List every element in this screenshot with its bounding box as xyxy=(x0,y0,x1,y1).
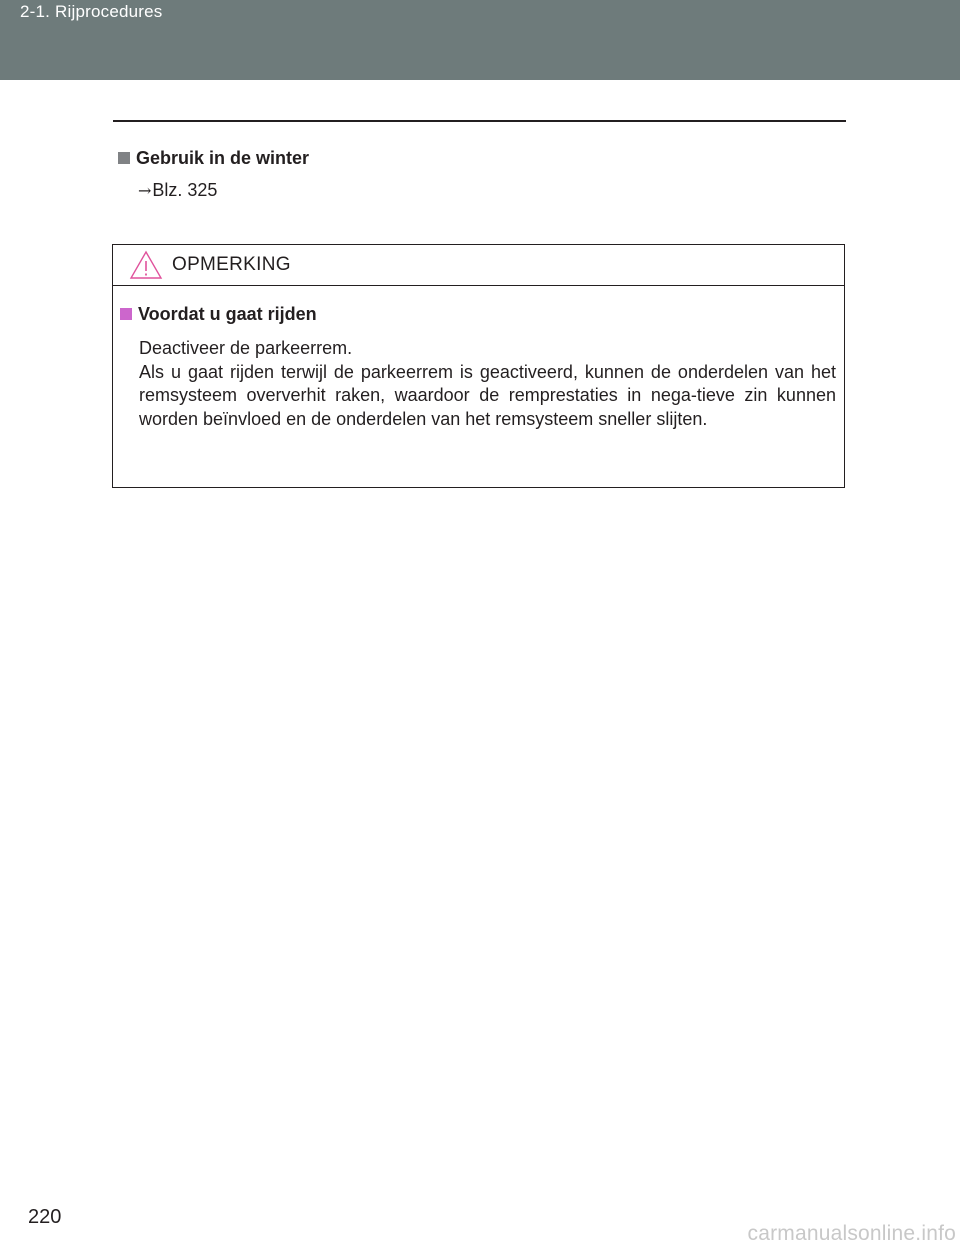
notice-line-1: Deactiveer de parkeerrem. xyxy=(139,338,353,358)
square-bullet-icon xyxy=(118,152,130,164)
warning-triangle-icon xyxy=(129,250,163,280)
notice-heading-text: Voordat u gaat rijden xyxy=(138,303,317,324)
notice-box xyxy=(112,244,845,488)
watermark: carmanualsonline.info xyxy=(747,1222,956,1245)
arrow-right-icon: → xyxy=(138,181,152,200)
notice-line-2: Als u gaat rijden terwijl de parkeerrem is geactiveerd, kunnen de onderdelen van het remsysteem oververhit raken, waardoor de remprestaties in nega-tieve zin kunnen worden beïnvloed en de onderdelen van het remsysteem sneller slijten. xyxy=(139,361,836,429)
section-label: 2-1. Rijprocedures xyxy=(20,2,163,21)
page-reference-text: Blz. 325 xyxy=(152,180,218,200)
square-bullet-icon xyxy=(120,308,132,320)
notice-header xyxy=(113,245,844,286)
page-reference[interactable] xyxy=(138,180,838,201)
notice-body xyxy=(113,286,844,431)
notice-title: OPMERKING xyxy=(172,254,291,275)
notice-heading xyxy=(120,302,836,326)
winter-heading-text: Gebruik in de winter xyxy=(136,147,310,168)
page-number: 220 xyxy=(28,1206,62,1228)
winter-section xyxy=(118,146,838,201)
notice-text xyxy=(139,337,836,431)
top-divider xyxy=(113,120,846,122)
winter-heading xyxy=(118,146,838,170)
header-bar xyxy=(0,0,960,80)
